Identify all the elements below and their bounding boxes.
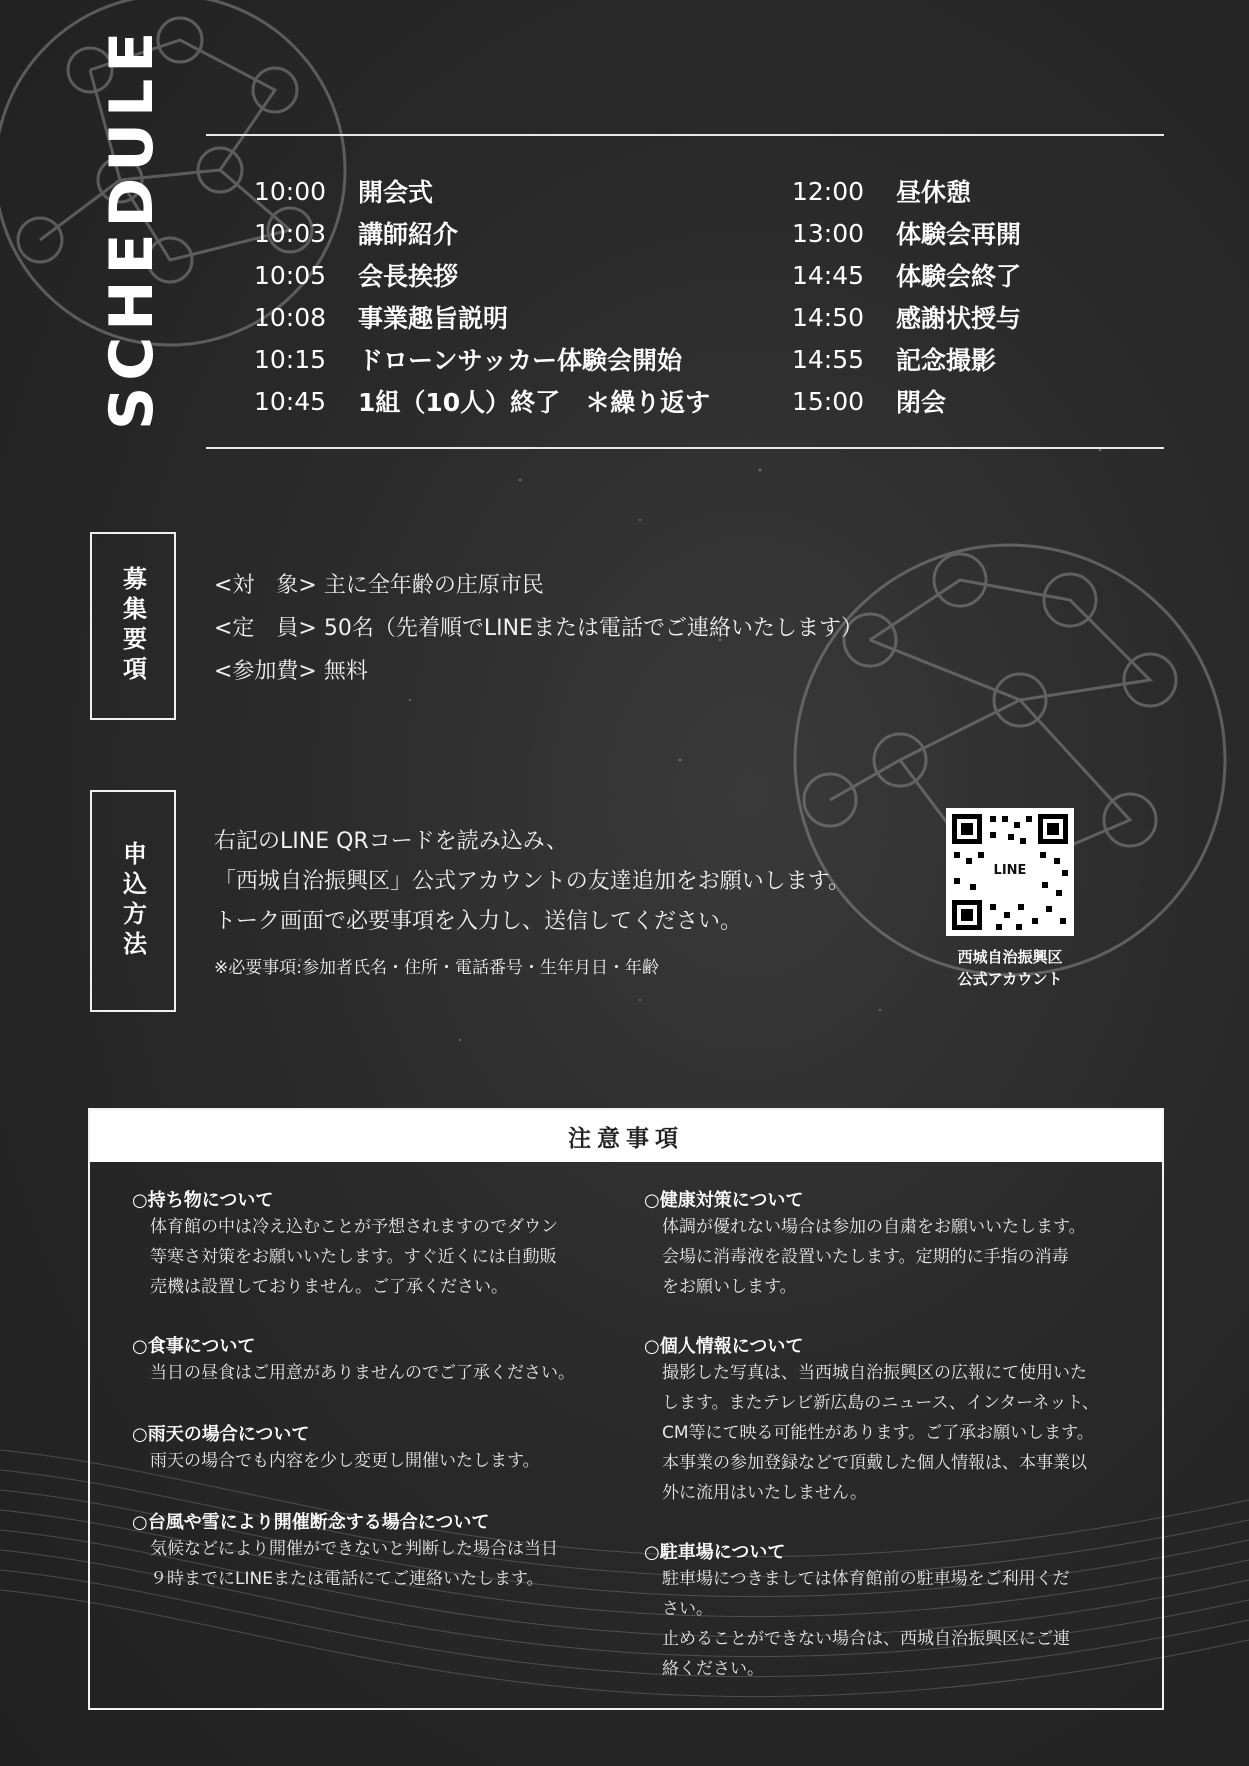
schedule-time: 10:45 [254,386,327,416]
schedule-row [254,380,710,422]
schedule-event: 1組（10人）終了 ＊繰り返す [358,388,711,417]
schedule-row [792,338,1021,380]
apply-line-1: 右記のLINE QRコードを読み込み、 [214,829,569,854]
schedule-time: 10:05 [254,260,327,290]
notice-section-body: 駐車場につきましては体育館前の駐車場をご利用くだ さい。 止めることができない場合は、西城自治振興区にご連 絡ください。 [662,1569,1070,1679]
schedule-event: 講師紹介 [358,220,459,249]
qr-caption-line-1: 西城自治振興区 [957,948,1063,966]
recruit-label: 募集要項 [118,566,147,686]
apply-note: ※必要事項:参加者氏名・住所・電話番号・生年月日・年齢 [214,958,659,978]
schedule-top-rule [206,134,1164,136]
schedule-event: ドローンサッカー体験会開始 [358,346,683,375]
schedule-time: 10:08 [254,302,327,332]
notice-section-body: 体育館の中は冷え込むことが予想されますのでダウン 等寒さ対策をお願いいたします。すぐ近くには自動販 売機は設置しておりません。ご了承ください。 [150,1217,558,1297]
recruit-label-box [90,532,176,720]
line-qr-code[interactable] [946,808,1074,936]
apply-line-2: 「西城自治振興区」公式アカウントの友達追加をお願いします。 [214,869,851,894]
notice-title: 注意事項 [90,1110,1162,1162]
schedule-time: 12:00 [792,176,865,206]
schedule-event: 感謝状授与 [896,304,1022,333]
schedule-time: 10:15 [254,344,327,374]
schedule-row [792,296,1021,338]
notice-section-title: ○駐車場について [644,1542,786,1563]
qr-caption-line-2: 公式アカウント [957,970,1063,988]
schedule-row [254,296,710,338]
schedule-left-column [254,170,710,422]
notice-section-title: ○食事について [132,1336,256,1357]
recruit-target: <対 象> 主に全年齢の庄原市民 [214,573,544,598]
notice-section-body: 気候などにより開催ができないと判断した場合は当日 ９時までにLINEまたは電話にてご連絡いたします。 [150,1539,558,1589]
schedule-row [254,212,710,254]
notice-box [88,1108,1164,1710]
schedule-time: 14:55 [792,344,865,374]
schedule-row [254,254,710,296]
notice-section-body: 体調が優れない場合は参加の自粛をお願いいたします。 会場に消毒液を設置いたします。定期的に手指の消毒 をお願いします。 [662,1217,1086,1297]
schedule-event: 体験会再開 [896,220,1022,249]
schedule-time: 13:00 [792,218,865,248]
schedule-row [792,380,1021,422]
apply-label-box [90,790,176,1012]
qr-caption [930,946,1090,990]
notice-section-title: ○個人情報について [644,1336,804,1357]
notice-section-title: ○台風や雪により開催断念する場合について [132,1512,490,1533]
apply-label: 申込方法 [118,841,147,961]
schedule-row [792,212,1021,254]
schedule-event: 開会式 [358,178,434,207]
schedule-row [792,170,1021,212]
schedule-time: 10:00 [254,176,327,206]
schedule-time: 10:03 [254,218,327,248]
notice-section-title: ○雨天の場合について [132,1424,310,1445]
schedule-time: 15:00 [792,386,865,416]
schedule-event: 記念撮影 [896,346,997,375]
schedule-bottom-rule [206,447,1164,449]
schedule-event: 事業趣旨説明 [358,304,509,333]
schedule-event: 昼休憩 [896,178,972,207]
notice-section-body: 撮影した写真は、当西城自治振興区の広報にて使用いた します。またテレビ新広島のニュース、インターネット、 CM等にて映る可能性があります。ご了承お願いします。 本事業の参加登録などで頂戴した個人情報は、本事業以 外に流用はいたしません。 [662,1363,1099,1503]
schedule-event: 会長挨拶 [358,262,459,291]
recruit-capacity: <定 員> 50名（先着順でLINEまたは電話でご連絡いたします） [214,616,863,641]
schedule-row [254,338,710,380]
schedule-row [792,254,1021,296]
schedule-right-column [792,170,1021,422]
apply-line-3: トーク画面で必要事項を入力し、送信してください。 [214,909,743,934]
schedule-time: 14:50 [792,302,865,332]
qr-center-label: LINE [993,863,1027,878]
schedule-time: 14:45 [792,260,865,290]
schedule-row [254,170,710,212]
recruit-fee: <参加費> 無料 [214,659,368,684]
notice-section-title: ○持ち物について [132,1190,274,1211]
notice-section-body: 雨天の場合でも内容を少し変更し開催いたします。 [150,1451,540,1471]
notice-section-body: 当日の昼食はご用意がありませんのでご了承ください。 [150,1363,575,1383]
notice-section-title: ○健康対策について [644,1190,804,1211]
schedule-event: 閉会 [896,388,947,417]
schedule-event: 体験会終了 [896,262,1022,291]
schedule-title: SCHEDULE [97,25,167,430]
